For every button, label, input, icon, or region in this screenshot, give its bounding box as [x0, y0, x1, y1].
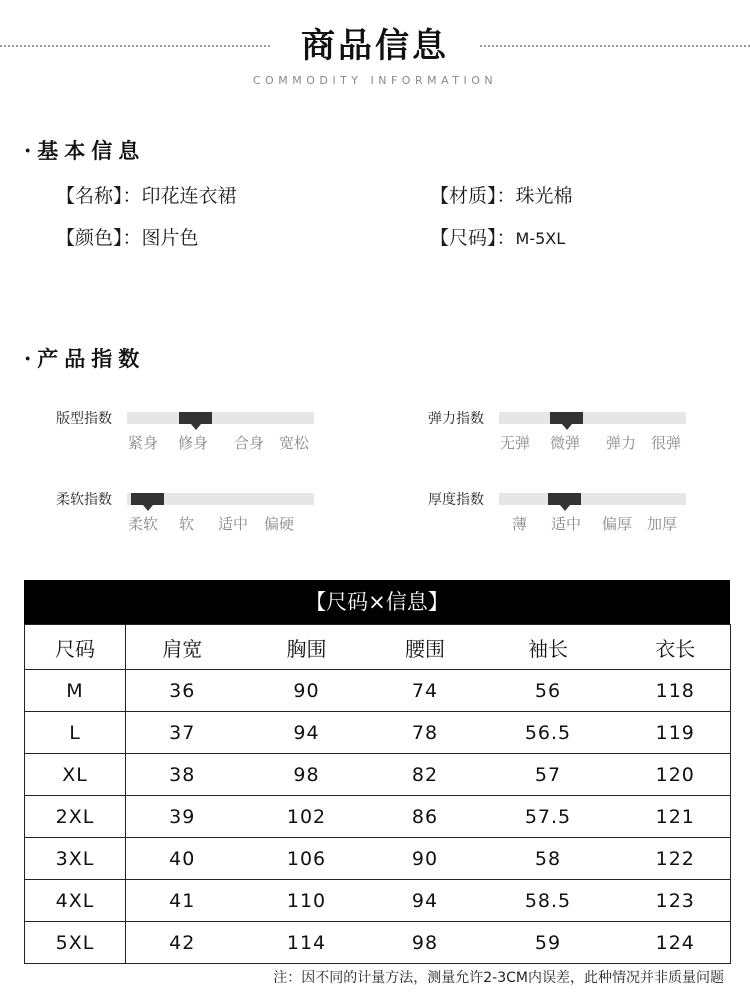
- table-cell: 86: [375, 796, 476, 838]
- table-cell: 41: [126, 880, 239, 922]
- page-subtitle: COMMODITY INFORMATION: [252, 74, 498, 87]
- material-label: 【材质】：: [430, 185, 516, 207]
- table-cell: 94: [375, 880, 476, 922]
- color-value: 图片色: [141, 227, 199, 249]
- table-cell: 38: [126, 754, 239, 796]
- elasticity-index-label: 弹力指数: [428, 411, 484, 427]
- column-header-waist: 腰围: [375, 625, 476, 670]
- table-cell: 98: [239, 754, 375, 796]
- table-cell: 39: [126, 796, 239, 838]
- table-cell: 5XL: [25, 922, 126, 964]
- table-cell: 58: [476, 838, 621, 880]
- fit-option: 紧身: [128, 434, 159, 452]
- table-cell: 37: [126, 712, 239, 754]
- fit-option: 修身: [178, 434, 209, 452]
- product-index-heading: ·产品指数: [24, 346, 146, 371]
- size-value: M-5XL: [515, 229, 566, 248]
- softness-index-label: 柔软指数: [56, 492, 112, 508]
- table-cell: XL: [25, 754, 126, 796]
- thickness-index-track: [499, 493, 686, 505]
- table-cell: 2XL: [25, 796, 126, 838]
- table-cell: 122: [621, 838, 731, 880]
- table-cell: 78: [375, 712, 476, 754]
- name-row: [56, 181, 237, 208]
- table-cell: 124: [621, 922, 731, 964]
- fit-index-label: 版型指数: [56, 411, 112, 427]
- table-cell: 119: [621, 712, 731, 754]
- table-row: [25, 922, 731, 964]
- table-row: [25, 880, 731, 922]
- table-cell: 74: [375, 670, 476, 712]
- table-row: [25, 754, 731, 796]
- softness-index-track: [127, 493, 314, 505]
- thickness-index-marker: [548, 493, 581, 505]
- material-value: 珠光棉: [515, 185, 573, 207]
- table-cell: 118: [621, 670, 731, 712]
- basic-info-heading: ·基本信息: [24, 138, 146, 163]
- softness-option: 适中: [218, 515, 249, 533]
- table-cell: 90: [375, 838, 476, 880]
- table-cell: 114: [239, 922, 375, 964]
- measurement-note: 注：因不同的计量方法，测量允许2-3CM内误差，此种情况并非质量问题: [273, 970, 724, 986]
- column-header-sleeve: 袖长: [476, 625, 621, 670]
- thickness-option: 加厚: [647, 515, 678, 533]
- table-cell: 40: [126, 838, 239, 880]
- table-row: [25, 712, 731, 754]
- column-header-shoulder: 肩宽: [126, 625, 239, 670]
- table-cell: 56: [476, 670, 621, 712]
- table-cell: 42: [126, 922, 239, 964]
- table-cell: 106: [239, 838, 375, 880]
- thickness-option: 适中: [551, 515, 582, 533]
- page-title: 商品信息: [301, 26, 449, 66]
- table-cell: 123: [621, 880, 731, 922]
- elasticity-option: 弹力: [606, 434, 637, 452]
- table-cell: 56.5: [476, 712, 621, 754]
- table-cell: 121: [621, 796, 731, 838]
- table-row: [25, 838, 731, 880]
- fit-index-track: [127, 412, 314, 424]
- elasticity-option: 微弹: [550, 434, 581, 452]
- fit-option: 宽松: [279, 434, 310, 452]
- softness-option: 软: [179, 515, 195, 533]
- color-label: 【颜色】：: [56, 227, 142, 249]
- size-row: [430, 223, 565, 250]
- elasticity-option: 很弹: [651, 434, 682, 452]
- table-row: [25, 670, 731, 712]
- table-cell: L: [25, 712, 126, 754]
- size-label: 【尺码】：: [430, 227, 516, 249]
- size-table: [24, 624, 731, 964]
- table-cell: M: [25, 670, 126, 712]
- table-cell: 3XL: [25, 838, 126, 880]
- size-table-title: 【尺码×信息】: [24, 580, 730, 624]
- softness-index-marker: [131, 493, 164, 505]
- column-header-bust: 胸围: [239, 625, 375, 670]
- table-cell: 120: [621, 754, 731, 796]
- table-cell: 94: [239, 712, 375, 754]
- fit-index-marker: [179, 412, 212, 424]
- elasticity-option: 无弹: [500, 434, 531, 452]
- column-header-length: 衣长: [621, 625, 731, 670]
- table-cell: 110: [239, 880, 375, 922]
- table-cell: 59: [476, 922, 621, 964]
- table-cell: 36: [126, 670, 239, 712]
- table-cell: 57.5: [476, 796, 621, 838]
- table-cell: 82: [375, 754, 476, 796]
- material-row: [430, 181, 573, 208]
- thickness-option: 薄: [512, 515, 528, 533]
- fit-option: 合身: [234, 434, 265, 452]
- color-row: [56, 223, 199, 250]
- table-cell: 58.5: [476, 880, 621, 922]
- table-cell: 90: [239, 670, 375, 712]
- table-cell: 102: [239, 796, 375, 838]
- elasticity-index-marker: [550, 412, 583, 424]
- table-header-row: [25, 625, 731, 670]
- softness-option: 偏硬: [264, 515, 295, 533]
- table-cell: 98: [375, 922, 476, 964]
- name-value: 印花连衣裙: [141, 185, 237, 207]
- table-cell: 57: [476, 754, 621, 796]
- thickness-option: 偏厚: [602, 515, 633, 533]
- thickness-index-label: 厚度指数: [428, 492, 484, 508]
- elasticity-index-track: [499, 412, 686, 424]
- name-label: 【名称】：: [56, 185, 142, 207]
- column-header-size: 尺码: [25, 625, 126, 670]
- table-row: [25, 796, 731, 838]
- table-cell: 4XL: [25, 880, 126, 922]
- softness-option: 柔软: [128, 515, 159, 533]
